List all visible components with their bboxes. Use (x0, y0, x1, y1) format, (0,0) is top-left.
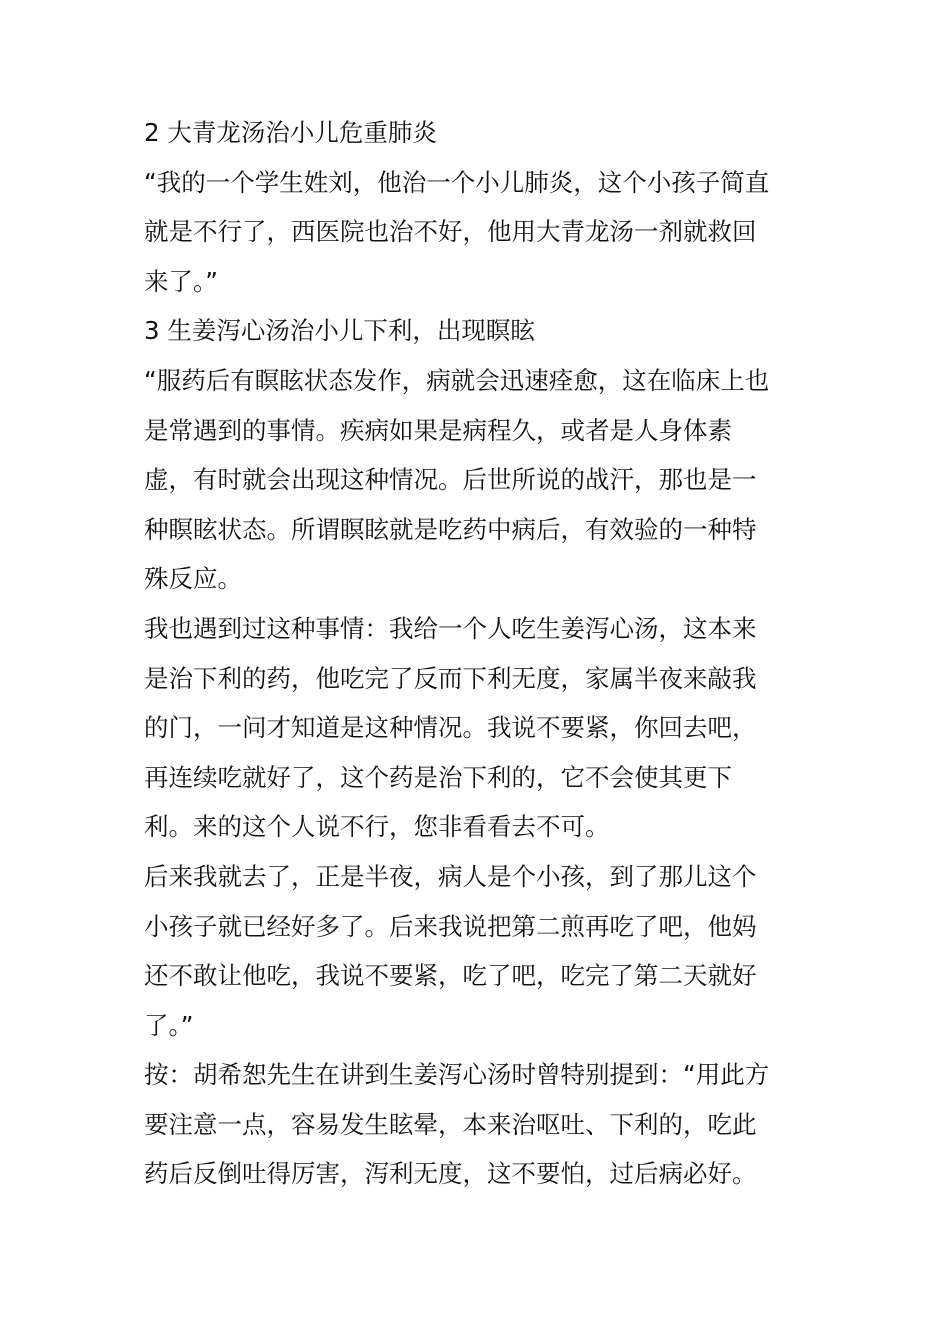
text-line: 小孩子就已经好多了。后来我说把第二煎再吃了吧，他妈 (144, 911, 757, 941)
text-line: 殊反应。 (144, 564, 242, 594)
text-line: 再连续吃就好了，这个药是治下利的，它不会使其更下 (144, 762, 732, 792)
section-heading: 2 大青龙汤治小儿危重肺炎 (144, 118, 437, 147)
text-line: “服药后有瞑眩状态发作，病就会迅速痊愈，这在临床上也 (144, 365, 770, 395)
text-line: 是治下利的药，他吃完了反而下利无度，家属半夜来敲我 (144, 663, 757, 693)
text-line: 药后反倒吐得厉害，泻利无度，这不要怕，过后病必好。 (144, 1159, 757, 1189)
text-line: 要注意一点，容易发生眩晕，本来治呕吐、下利的，吃此 (144, 1109, 757, 1139)
text-line: 就是不行了，西医院也治不好，他用大青龙汤一剂就救回 (144, 217, 757, 247)
text-line: 按：胡希恕先生在讲到生姜泻心汤时曾特别提到：“用此方 (144, 1060, 770, 1090)
section-heading: 3 生姜泻心汤治小儿下利，出现瞑眩 (144, 316, 535, 346)
text-line: 的门，一问才知道是这种情况。我说不要紧，你回去吧， (144, 713, 757, 743)
document-body (144, 108, 804, 1199)
text-line: 还不敢让他吃，我说不要紧，吃了吧，吃完了第二天就好 (144, 961, 757, 991)
text-line: “我的一个学生姓刘，他治一个小儿肺炎，这个小孩子简直 (144, 167, 770, 197)
text-line: 我也遇到过这种事情：我给一个人吃生姜泻心汤，这本来 (144, 613, 757, 643)
text-line: 虚，有时就会出现这种情况。后世所说的战汗，那也是一 (144, 465, 757, 495)
text-line: 了。” (144, 1010, 194, 1040)
text-line: 种瞑眩状态。所谓瞑眩就是吃药中病后，有效验的一种特 (144, 514, 757, 544)
text-line: 后来我就去了，正是半夜，病人是个小孩，到了那儿这个 (144, 861, 757, 891)
text-line: 利。来的这个人说不行，您非看看去不可。 (144, 812, 610, 842)
text-line: 是常遇到的事情。疾病如果是病程久，或者是人身体素 (144, 415, 732, 445)
text-line: 来了。” (144, 266, 218, 296)
